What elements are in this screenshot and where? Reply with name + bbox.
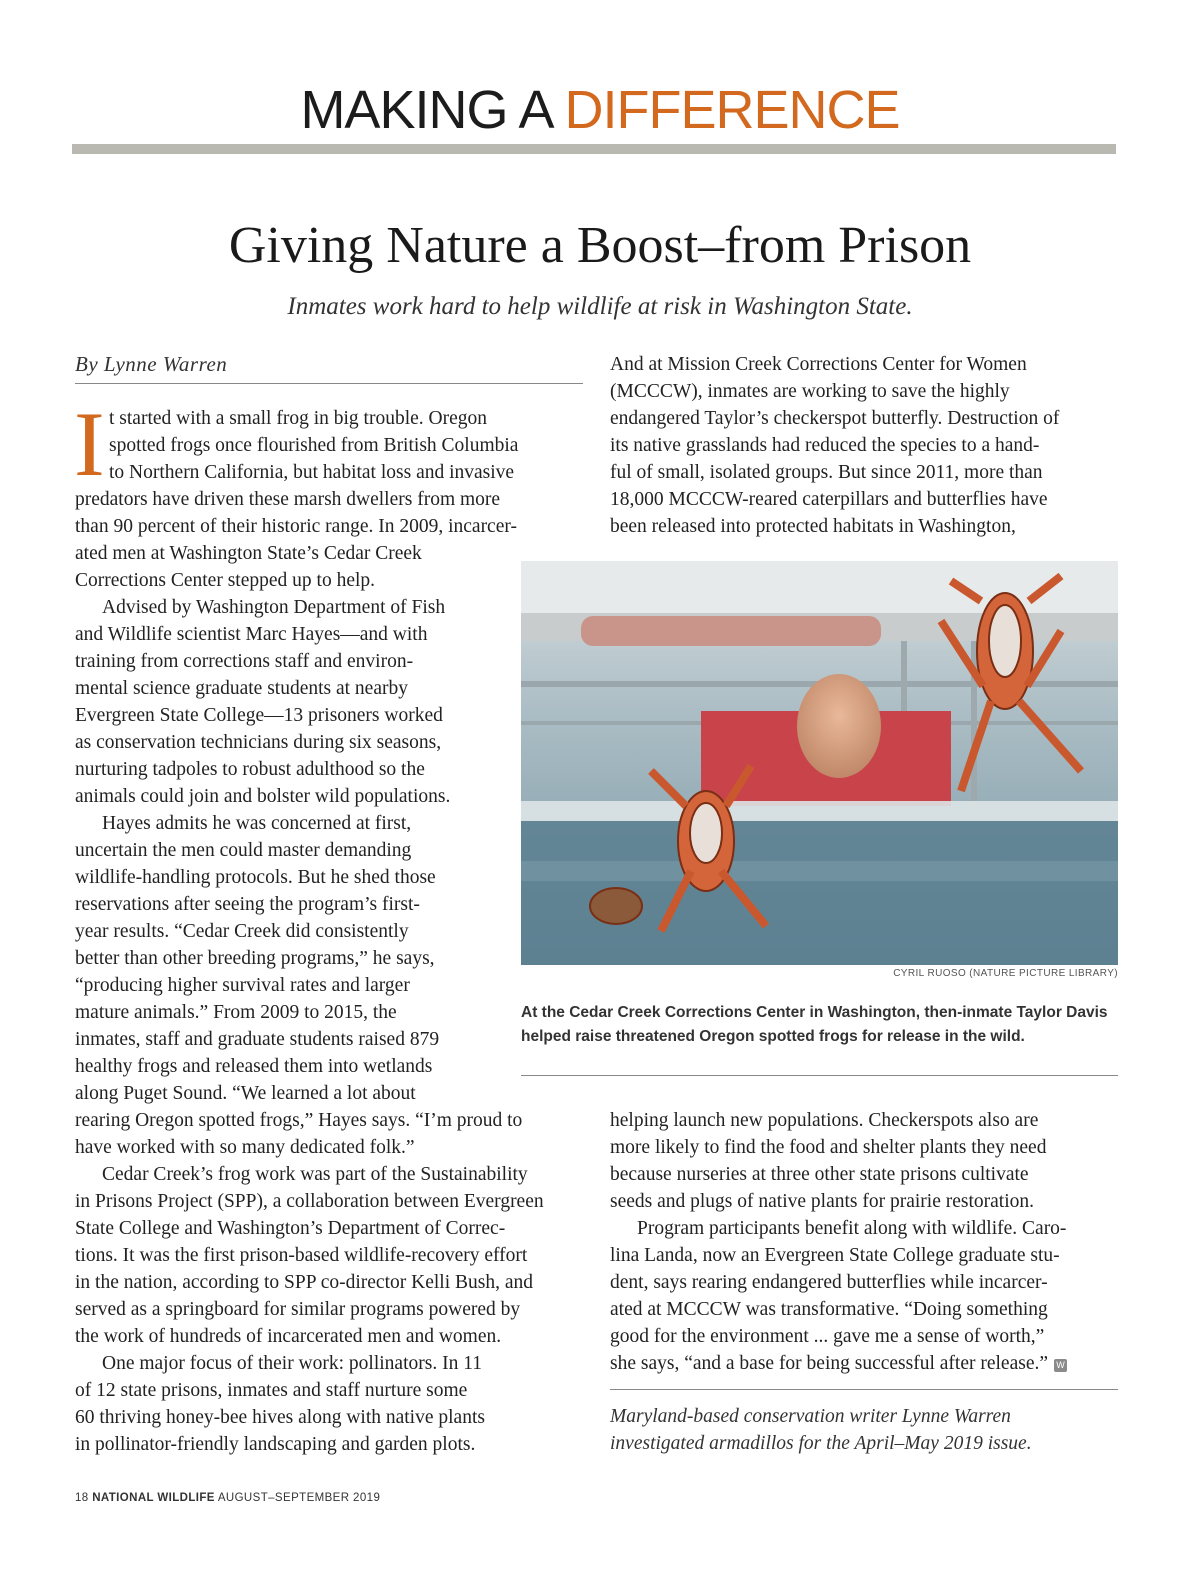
column2-bottom xyxy=(610,1107,1130,1377)
text-line: of 12 state prisons, inmates and staff nurture some xyxy=(75,1380,468,1401)
text-line: uncertain the men could master demanding xyxy=(75,840,412,861)
text-line: endangered Taylor’s checkerspot butterfly. Destruction of xyxy=(610,408,1060,429)
text-line: Program participants benefit along with wildlife. Caro- xyxy=(637,1218,1067,1239)
text-line: and Wildlife scientist Marc Hayes—and with xyxy=(75,624,428,645)
frog-photo xyxy=(521,561,1118,965)
text-line: t started with a small frog in big trouble. Oregon xyxy=(109,408,488,429)
text-line: than 90 percent of their historic range. In 2009, incarcer- xyxy=(75,516,517,537)
bio-line: Maryland-based conservation writer Lynne Warren xyxy=(610,1406,1011,1427)
text-line: wildlife-handling protocols. But he shed those xyxy=(75,867,436,888)
text-line: ful of small, isolated groups. But since 2011, more than xyxy=(610,462,1043,483)
dek: Inmates work hard to help wildlife at risk in Washington State. xyxy=(287,293,913,320)
bio-rule xyxy=(610,1389,1118,1390)
text-line: seeds and plugs of native plants for prairie restoration. xyxy=(610,1191,1035,1212)
text-line: nurturing tadpoles to robust adulthood so the xyxy=(75,759,425,780)
text-line: rearing Oregon spotted frogs,” Hayes says. “I’m proud to xyxy=(75,1110,523,1131)
publication-name: NATIONAL WILDLIFE xyxy=(92,1492,215,1504)
text-line: ated at MCCCW was transformative. “Doing something xyxy=(610,1299,1048,1320)
bio-line: investigated armadillos for the April–May 2019 issue. xyxy=(610,1433,1032,1454)
column1-narrow xyxy=(75,540,515,1107)
text-line: 60 thriving honey-bee hives along with native plants xyxy=(75,1407,485,1428)
text-line: year results. “Cedar Creek did consistently xyxy=(75,921,409,942)
column1-dropcap-lines xyxy=(109,405,589,486)
text-line: along Puget Sound. “We learned a lot about xyxy=(75,1083,416,1104)
text-line: served as a springboard for similar programs powered by xyxy=(75,1299,521,1320)
issue-date: AUGUST–SEPTEMBER 2019 xyxy=(217,1492,381,1504)
headline: Giving Nature a Boost–from Prison xyxy=(228,217,972,274)
text-line: as conservation technicians during six seasons, xyxy=(75,732,442,753)
text-line: helping launch new populations. Checkerspots also are xyxy=(610,1110,1039,1131)
text-line: 18,000 MCCCW-reared caterpillars and butterflies have xyxy=(610,489,1048,510)
text-line: in the nation, according to SPP co-director Kelli Bush, and xyxy=(75,1272,533,1293)
text-line: in pollinator-friendly landscaping and garden plots. xyxy=(75,1434,476,1455)
text-line: its native grasslands had reduced the species to a hand- xyxy=(610,435,1040,456)
text-line: spotted frogs once flourished from British Columbia xyxy=(109,435,519,456)
caption-rule xyxy=(521,1075,1118,1076)
text-line: ated men at Washington State’s Cedar Creek xyxy=(75,543,422,564)
text-line: because nurseries at three other state prisons cultivate xyxy=(610,1164,1029,1185)
text-line: mental science graduate students at nearby xyxy=(75,678,408,699)
column1-wide-top xyxy=(75,486,590,540)
text-line: predators have driven these marsh dwellers from more xyxy=(75,489,501,510)
text-line: lina Landa, now an Evergreen State College graduate stu- xyxy=(610,1245,1060,1266)
text-line: Hayes admits he was concerned at first, xyxy=(102,813,412,834)
text-line-last xyxy=(610,1350,1130,1377)
text-line: have worked with so many dedicated folk.” xyxy=(75,1137,415,1158)
section-header-word2: DIFFERENCE xyxy=(564,80,900,140)
text-line: animals could join and bolster wild populations. xyxy=(75,786,451,807)
text-line: (MCCCW), inmates are working to save the highly xyxy=(610,381,1010,402)
text-line: she says, “and a base for being successful after release.” xyxy=(610,1353,1049,1374)
author-bio xyxy=(610,1403,1032,1457)
page-footer xyxy=(75,1492,380,1504)
text-line: reservations after seeing the program’s first- xyxy=(75,894,420,915)
byline: By Lynne Warren xyxy=(75,352,228,376)
photo-credit: CYRIL RUOSO (NATURE PICTURE LIBRARY) xyxy=(893,968,1118,979)
text-line: inmates, staff and graduate students raised 879 xyxy=(75,1029,440,1050)
section-header-word1: MAKING A xyxy=(300,80,551,140)
text-line: the work of hundreds of incarcerated men and women. xyxy=(75,1326,502,1347)
text-line: better than other breeding programs,” he says, xyxy=(75,948,435,969)
text-line: dent, says rearing endangered butterflies while incarcer- xyxy=(610,1272,1048,1293)
column1-wide-bottom xyxy=(75,1107,590,1458)
byline-rule xyxy=(75,383,583,384)
text-line: been released into protected habitats in Washington, xyxy=(610,516,1016,537)
text-line: One major focus of their work: pollinators. In 11 xyxy=(102,1353,482,1374)
text-line: to Northern California, but habitat loss and invasive xyxy=(109,462,515,483)
text-line: Advised by Washington Department of Fish xyxy=(102,597,446,618)
text-line: tions. It was the first prison-based wildlife-recovery effort xyxy=(75,1245,528,1266)
text-line: more likely to find the food and shelter plants they need xyxy=(610,1137,1047,1158)
text-line: healthy frogs and released them into wetlands xyxy=(75,1056,433,1077)
text-line: training from corrections staff and environ- xyxy=(75,651,414,672)
page-number: 18 xyxy=(75,1492,89,1504)
text-line: Cedar Creek’s frog work was part of the Sustainability xyxy=(102,1164,528,1185)
text-line: “producing higher survival rates and larger xyxy=(75,975,410,996)
text-line: good for the environment ... gave me a sense of worth,” xyxy=(610,1326,1045,1347)
section-header xyxy=(0,80,1200,140)
text-line: Corrections Center stepped up to help. xyxy=(75,570,376,591)
photo-caption: At the Cedar Creek Corrections Center in Washington, then-inmate Taylor Davis helped raise threatened Oregon spotted frogs for release in the wild. xyxy=(521,1004,1108,1045)
text-line: mature animals.” From 2009 to 2015, the xyxy=(75,1002,397,1023)
text-line: State College and Washington’s Department of Correc- xyxy=(75,1218,506,1239)
text-line: in Prisons Project (SPP), a collaboration between Evergreen xyxy=(75,1191,544,1212)
column2-top xyxy=(610,351,1130,540)
end-mark-icon: W xyxy=(1054,1359,1067,1372)
header-rule xyxy=(72,144,1116,154)
text-line: And at Mission Creek Corrections Center for Women xyxy=(610,354,1027,375)
text-line: Evergreen State College—13 prisoners worked xyxy=(75,705,443,726)
drop-cap: I xyxy=(74,393,105,495)
